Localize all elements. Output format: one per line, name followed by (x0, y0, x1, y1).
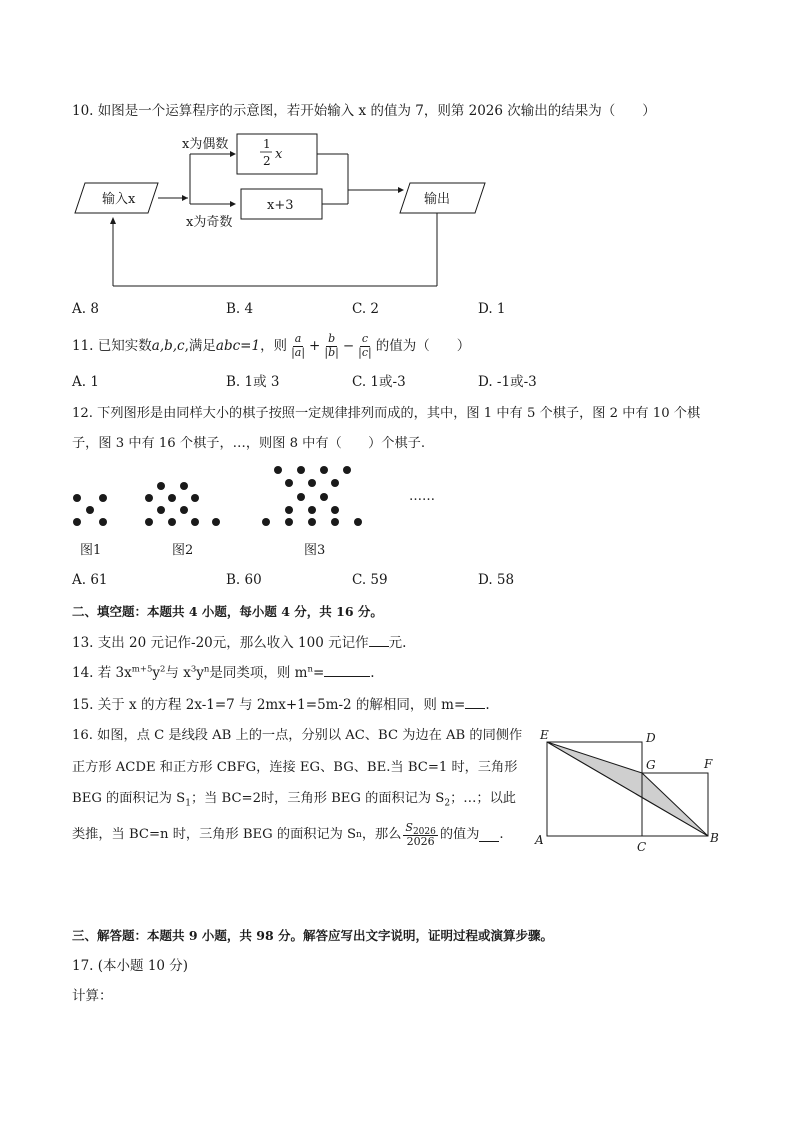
q14: 14. 若 $3x^{m+5}y^2$与 $x^3y^n$是同类项，则 $m^n=$ . (72, 664, 375, 681)
q11-option-d: D. -1或-3 (478, 374, 537, 390)
q10-option-a: A. 8 (72, 301, 99, 317)
frac-c: $\frac{c}{|c|}$ (358, 331, 372, 359)
point-f: F (704, 757, 713, 771)
point-a: A (535, 833, 544, 847)
q10-stem: 10. 如图是一个运算程序的示意图，若开始输入 x 的值为 7，则第 2026 次输出的结果为（ ） (72, 103, 656, 119)
fig2-label: 图2 (172, 543, 194, 558)
fig1-label: 图1 (80, 543, 102, 558)
q11-option-c: C. 1或-3 (352, 374, 406, 390)
q15: 15. 关于 x 的方程 2x-1=7 与 2mx+1=5m-2 的解相同，则 m= . (72, 697, 490, 713)
q13: 13. 支出 20 元记作-20元，那么收入 100 元记作 元. (72, 635, 407, 651)
plus-label: x+3 (267, 198, 294, 213)
q16-line1: 16. 如图，点 C 是线段 AB 上的一点，分别以 AC、BC 为边在 AB 的同侧作 (72, 728, 523, 743)
q10-flowchart (70, 128, 500, 293)
fig-ellipsis: …… (409, 489, 435, 504)
q12-line2: 子，图 3 中有 16 个棋子，…，则图 8 中有（ ）个棋子. (72, 436, 426, 451)
q10-option-b: B. 4 (226, 301, 254, 317)
input-label: 输入x (102, 192, 136, 207)
q16-line2: 正方形 ACDE 和正方形 CBFG，连接 EG、BG、BE.当 BC=1 时，三角形 (72, 760, 518, 775)
q15-blank (465, 696, 485, 709)
q11-option-a: A. 1 (72, 374, 99, 390)
frac-b: $\frac{b}{|b|}$ (324, 331, 339, 359)
fig3-label: 图3 (304, 543, 326, 558)
q12-option-c: C. 59 (352, 572, 388, 588)
q16-line4: 类推，当 BC=n 时，三角形 BEG 的面积记为 S n ，那么 $\frac{S_{2026}}{2026}$ 的值为 . (72, 820, 504, 848)
q12-figures (66, 460, 466, 560)
point-d: D (646, 731, 656, 745)
q16-figure (530, 722, 730, 857)
q12-option-d: D. 58 (478, 572, 515, 588)
q11-option-b: B. 1或 3 (226, 374, 280, 390)
q17-prompt: 计算： (72, 988, 113, 1004)
q13-blank (369, 634, 389, 647)
fig2-dots (145, 482, 220, 526)
point-g: G (646, 758, 656, 772)
q16-line3: BEG 的面积记为 $S_1$；当 BC=2时，三角形 BEG 的面积记为 $S_2$；…；以此 (72, 791, 516, 809)
odd-label: x为奇数 (186, 215, 233, 230)
fig1-dots (73, 494, 107, 526)
half-den: 2 (263, 154, 271, 168)
q17-title: 17. (本小题 10 分) (72, 958, 189, 974)
point-e: E (540, 728, 549, 742)
output-label: 输出 (424, 192, 451, 207)
even-label: x为偶数 (182, 137, 229, 152)
point-b: B (710, 831, 719, 845)
q10-option-d: D. 1 (478, 301, 506, 317)
half-var: x (275, 147, 283, 162)
section2-header: 二、填空题：本题共 4 小题，每小题 4 分，共 16 分。 (72, 604, 383, 619)
frac-a: $\frac{a}{|a|}$ (291, 331, 306, 359)
fig3-dots (262, 466, 362, 526)
section3-header: 三、解答题：本题共 9 小题，共 98 分。解答应写出文字说明，证明过程或演算步骤。 (72, 928, 554, 943)
q12-line1: 12. 下列图形是由同样大小的棋子按照一定规律排列而成的，其中，图 1 中有 5 个棋子，图 2 中有 10 个棋 (72, 406, 701, 421)
half-num: 1 (263, 137, 271, 151)
q10-option-c: C. 2 (352, 301, 380, 317)
point-c: C (637, 840, 647, 854)
q14-blank (324, 664, 370, 677)
q11-stem: 11. 已知实数 a,b,c ,满足 abc=1 ，则 $\frac{a}{|a|}$ + $\frac{b}{|b|}$ − $\frac{c}{|c|}$ 的值为（ ） (72, 331, 471, 359)
q16-blank (479, 829, 499, 842)
q12-option-a: A. 61 (72, 572, 108, 588)
q12-option-b: B. 60 (226, 572, 262, 588)
